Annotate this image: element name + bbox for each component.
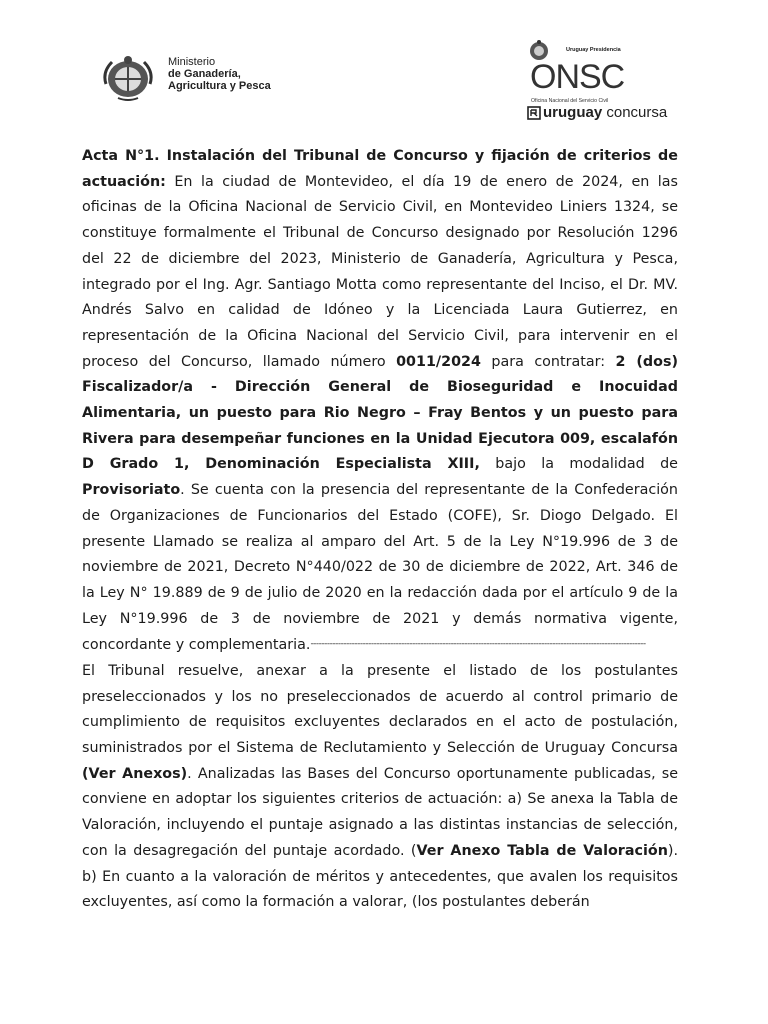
- uruguay-concursa-icon: [527, 106, 541, 120]
- ministry-name: [168, 56, 271, 92]
- ministry-line-2: de Ganadería,: [168, 68, 241, 80]
- uruguay-concursa-text: [543, 104, 667, 121]
- document-header: [0, 0, 768, 140]
- p2-text-1: El Tribunal resuelve, anexar a la presente el listado de los postulantes preseleccionados y los no preseleccionados de acuerdo al control primario de cumplimiento de requisitos excluyentes declarados en el acto de postulación, suministrados por el Sistema de Reclutamiento y Selección de Uruguay Concursa: [82, 662, 678, 757]
- acta-title: Acta N°1. Instalación del Tribunal de Concurso y fijación de criterios de actuación:: [82, 148, 678, 190]
- uc-bold: uruguay: [543, 104, 603, 121]
- ver-anexos: (Ver Anexos): [82, 765, 188, 782]
- p1-text-1: En la ciudad de Montevideo, el día 19 de enero de 2024, en las oficinas de la Oficina Nacional de Servicio Civil, en Montevideo Liniers 1324, se constituye formalmente el Tribunal de Concurso designado por Resolución 1296 del 22 de diciembre del 2023, Ministerio de Ganadería, Agricultura y Pesca, integrado por el Ing. Agr. Santiago Motta como representante del Inciso, el Dr. MV. Andrés Salvo en calidad de Idóneo y la Licenciada Laura Gutierrez, en representación de la Oficina Nacional del Servicio Civil, para intervenir en el proceso del Concurso, llamado número: [82, 173, 678, 370]
- p2-text-2: . Analizadas las Bases del Concurso oportunamente publicadas, se conviene en adoptar los siguientes criterios de actuación: a) Se anexa la Tabla de Valoración, incluyendo el puntaje asignado a las distintas instancias de selección, con la desagregación del puntaje acordado. (: [82, 765, 678, 859]
- p2-text-3: ). b) En cuanto a la valoración de méritos y antecedentes, que avalen los requisitos excluyentes, así como la formación a valorar, (los postulantes deberán: [82, 842, 678, 911]
- p1-text-2: para contratar:: [480, 353, 616, 370]
- document-body: [82, 144, 678, 916]
- ministry-line-3: Agricultura y Pesca: [168, 80, 271, 92]
- p1-text-3: bajo la modalidad de: [479, 456, 678, 473]
- coat-of-arms-icon: [98, 54, 158, 102]
- presidencia-label: Uruguay Presidencia: [566, 47, 621, 53]
- onsc-logo: ONSC: [530, 58, 625, 96]
- p1-text-4: . Se cuenta con la presencia del representante de la Confederación de Organizaciones de Funcionarios del Estado (COFE), Sr. Diogo Delgado. El presente Llamado se realiza al amparo del Art. 5 de la Ley N°19.996 de 3 de noviembre de 2021, Decreto N°440/022 de 30 de diciembre de 2022, Art. 346 de la Ley N° 19.889 de 9 de julio de 2020 en la redacción dada por el artículo 9 de la Ley N°19.996 de 3 de noviembre de 2021 y demás normativa vigente, concordante y complementaria.: [82, 482, 678, 654]
- ministry-line-1: Ministerio: [168, 56, 216, 68]
- ver-anexo-tabla: Ver Anexo Tabla de Valoración: [416, 842, 668, 859]
- paragraph-2: [82, 659, 678, 916]
- onsc-subtitle: Oficina Nacional del Servicio Civil: [531, 98, 609, 104]
- paragraph-1: [82, 144, 678, 659]
- concurso-number: 0011/2024: [396, 353, 481, 370]
- position-description: 2 (dos) Fiscalizador/a - Dirección General de Bioseguridad e Inocuidad Alimentaria, un puesto para Rio Negro – Fray Bentos y un puesto para Rivera para desempeñar funciones en la Unidad Ejecutora 009, escalafón D Grado 1, Denominación Especialista XIII,: [82, 353, 678, 473]
- dash-line: --------------------------------------------------------------------------------------------------------------------------: [310, 639, 646, 650]
- modalidad: Provisoriato: [82, 482, 181, 499]
- uc-light: concursa: [602, 104, 668, 121]
